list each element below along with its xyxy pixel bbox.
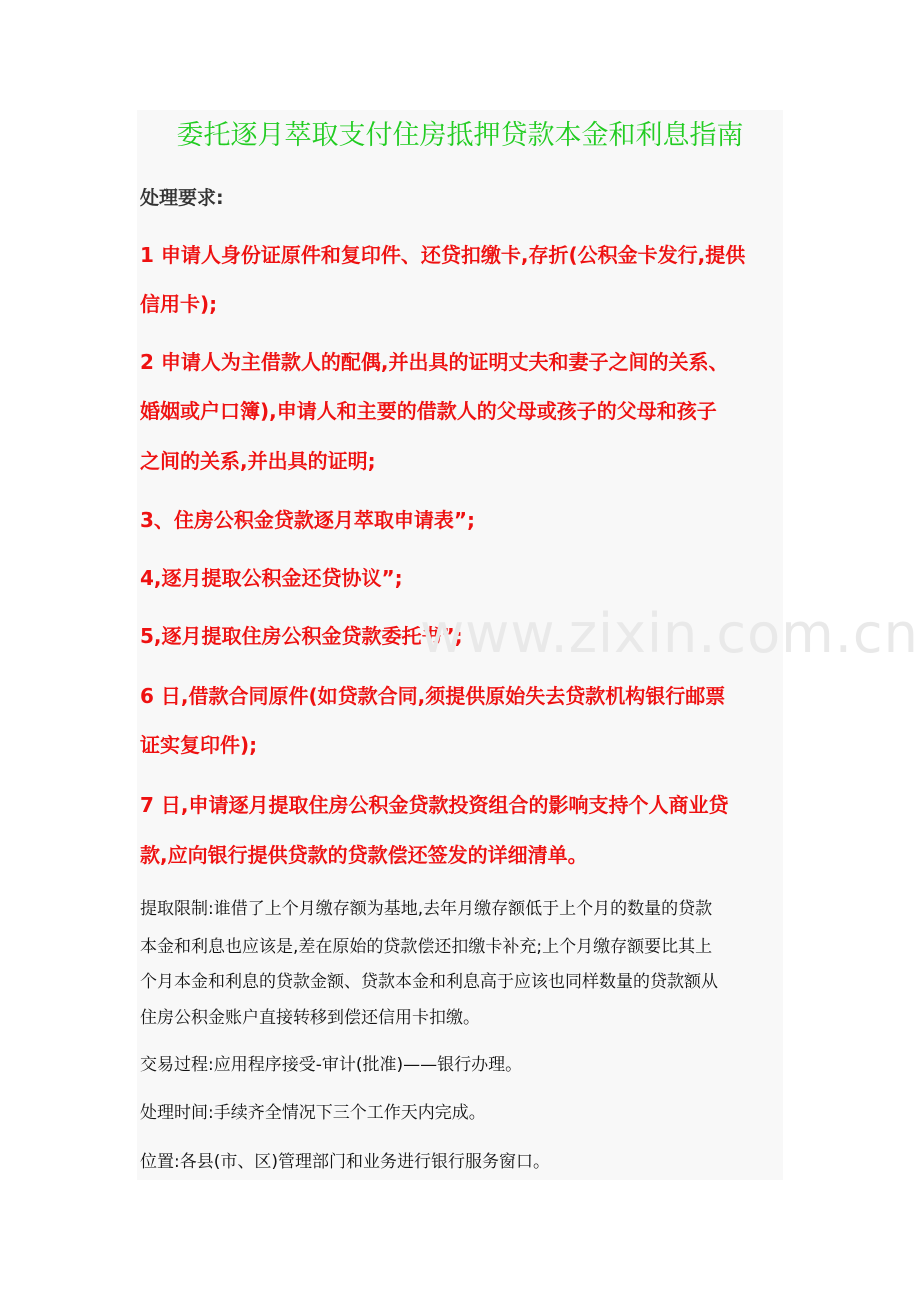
limits-line-1: 提取限制:谁借了上个月缴存额为基地,去年月缴存额低于上个月的数量的贷款 xyxy=(140,899,713,919)
requirement-2-line-1: 2 申请人为主借款人的配偶,并出具的证明丈夫和妻子之间的关系、 xyxy=(140,350,729,374)
requirement-7-line-1: 7 日,申请逐月提取住房公积金贷款投资组合的影响支持个人商业贷 xyxy=(140,793,729,817)
limits-line-4: 住房公积金账户直接转移到偿还信用卡扣缴。 xyxy=(140,1008,480,1028)
requirement-3-line-1: 3、住房公积金贷款逐月萃取申请表”; xyxy=(140,508,476,532)
requirement-6-line-2: 证实复印件); xyxy=(140,733,258,757)
requirement-6-line-1: 6 日,借款合同原件(如贷款合同,须提供原始失去贷款机构银行邮票 xyxy=(140,684,726,708)
location-text: 位置:各县(市、区)管理部门和业务进行银行服务窗口。 xyxy=(140,1152,550,1172)
watermark: www.zixin.com.cn xyxy=(420,602,919,665)
process-text: 交易过程:应用程序接受-审计(批准)——银行办理。 xyxy=(140,1055,523,1075)
requirement-1-line-1: 1 申请人身份证原件和复印件、还贷扣缴卡,存折(公积金卡发行,提供 xyxy=(140,243,746,267)
requirement-1-line-2: 信用卡); xyxy=(140,292,218,316)
time-text: 处理时间:手续齐全情况下三个工作天内完成。 xyxy=(140,1103,486,1123)
limits-line-3: 个月本金和利息的贷款金额、贷款本金和利息高于应该也同样数量的贷款额从 xyxy=(140,972,718,992)
section-heading: 处理要求: xyxy=(140,187,224,209)
requirement-2-line-3: 之间的关系,并出具的证明; xyxy=(140,449,376,473)
requirement-5-line-1: 5,逐月提取住房公积金贷款委托书”; xyxy=(140,624,463,648)
requirement-4-line-1: 4,逐月提取公积金还贷协议”; xyxy=(140,566,403,590)
limits-line-2: 本金和利息也应该是,差在原始的贷款偿还扣缴卡补充;上个月缴存额要比其上 xyxy=(140,937,713,957)
requirement-7-line-2: 款,应向银行提供贷款的贷款偿还签发的详细清单。 xyxy=(140,843,588,867)
requirement-2-line-2: 婚姻或户口簿),申请人和主要的借款人的父母或孩子的父母和孩子 xyxy=(140,399,717,423)
document-title: 委托逐月萃取支付住房抵押贷款本金和利息指南 xyxy=(176,120,744,151)
